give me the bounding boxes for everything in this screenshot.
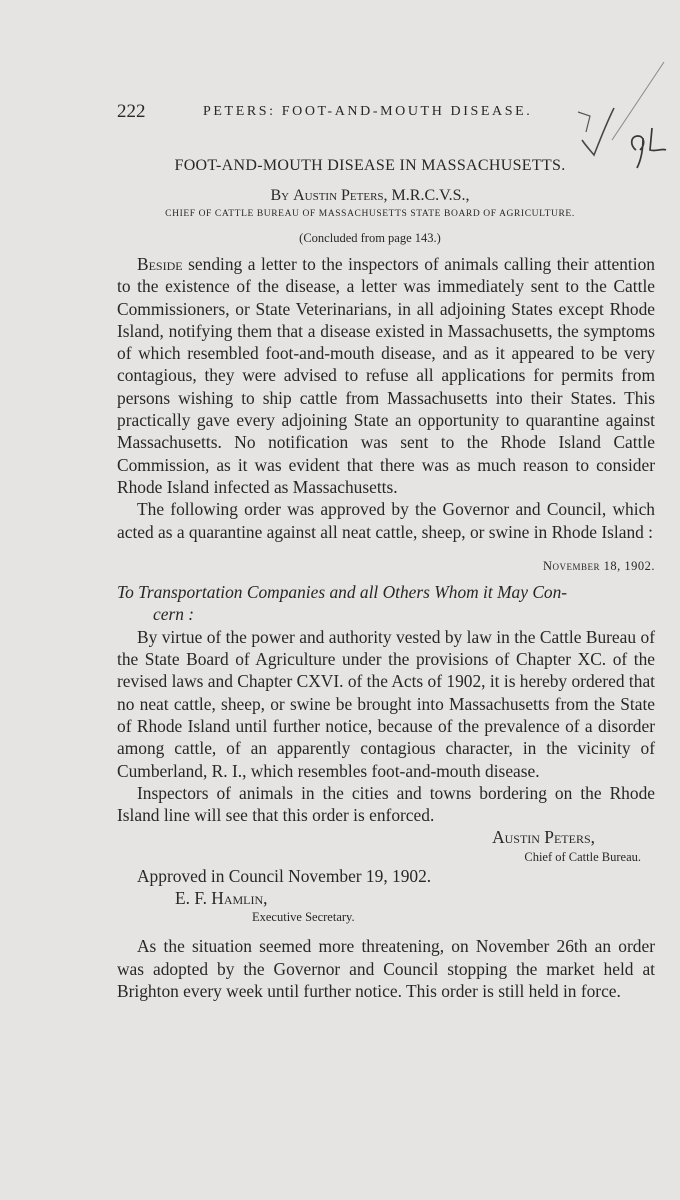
- paragraph-1-text: sending a letter to the inspectors of animals calling their attention to the existence of the disease, a letter was immediately sent to the Cattle Commissioners, or State Veterinarians, in all adjoining States except Rhode Island, notifying them that a disease existed in Massachusetts, the symptoms of which resembled foot-and-mouth disease, and as it appeared to be very contagious, they were advised to refuse all applications for permits from persons wishing to ship cattle from Massachusetts into their States. This practically gave every adjoining State an opportunity to quarantine against Massachusetts. No notification was sent to the Rhode Island Cattle Commission, as it was evident that there was as much reason to consider Rhode Island infected as Massachusetts.: [117, 254, 655, 497]
- handwritten-marks: [0, 0, 680, 260]
- paragraph-5: As the situation seemed more threatening, on November 26th an order was adopted by the Governor and Council stopping the market held at Brighton every week until further notice. This order is still held in force.: [117, 936, 655, 1001]
- order-date: November 18, 1902.: [542, 558, 655, 573]
- byline-prefix: By: [270, 187, 290, 204]
- running-title: PETERS: FOOT-AND-MOUTH DISEASE.: [203, 104, 533, 119]
- paragraph-1: [117, 253, 655, 498]
- pencil-diagonal-line: [612, 62, 664, 140]
- paragraph-2: The following order was approved by the Governor and Council, which acted as a quarantine against all neat cattle, sheep, or swine in Rhode Island :: [117, 499, 655, 542]
- approved-line: Approved in Council November 19, 1902.: [137, 865, 432, 886]
- author-name: Austin Peters: [293, 187, 384, 204]
- article-title: FOOT-AND-MOUTH DISEASE IN MASSACHUSETTS.: [174, 157, 566, 174]
- article-body: [117, 253, 655, 1002]
- signature-title: Chief of Cattle Bureau.: [524, 849, 641, 864]
- byline: [0, 187, 680, 205]
- paragraph-3: By virtue of the power and authority vested by law in the Cattle Bureau of the State Board of Agriculture under the provisions of Chapter XC. of the revised laws and Chapter CXVI. of the Acts of 1902, it is hereby ordered that no neat cattle, sheep, or swine be brought into Massachusetts from the State of Rhode Island until further notice, because of the prevalence of a disorder among cattle, of an apparently contagious character, in the vicinity of Cumberland, R. I., which resembles foot-and-mouth disease.: [117, 626, 656, 781]
- author-credentials: , M.R.C.V.S.,: [383, 187, 470, 204]
- paragraph-4: Inspectors of animals in the cities and towns bordering on the Rhode Island line will see that this order is enforced.: [117, 782, 655, 826]
- signature-name: Austin Peters,: [492, 827, 595, 848]
- concluded-note: (Concluded from page 143.): [299, 231, 441, 245]
- clerk-title: Executive Secretary.: [252, 910, 355, 925]
- author-affiliation: CHIEF OF CATTLE BUREAU OF MASSACHUSETTS STATE BOARD OF AGRICULTURE.: [165, 209, 575, 219]
- address-line-1: To Transportation Companies and all Others Whom it May Con-: [117, 582, 568, 603]
- running-head: [117, 101, 607, 125]
- page-number: 222: [117, 101, 146, 122]
- order-address: [117, 581, 655, 626]
- clerk-name: E. F. Hamlin,: [175, 888, 268, 909]
- address-line-2: cern :: [153, 604, 195, 625]
- lead-word: Beside: [137, 254, 183, 274]
